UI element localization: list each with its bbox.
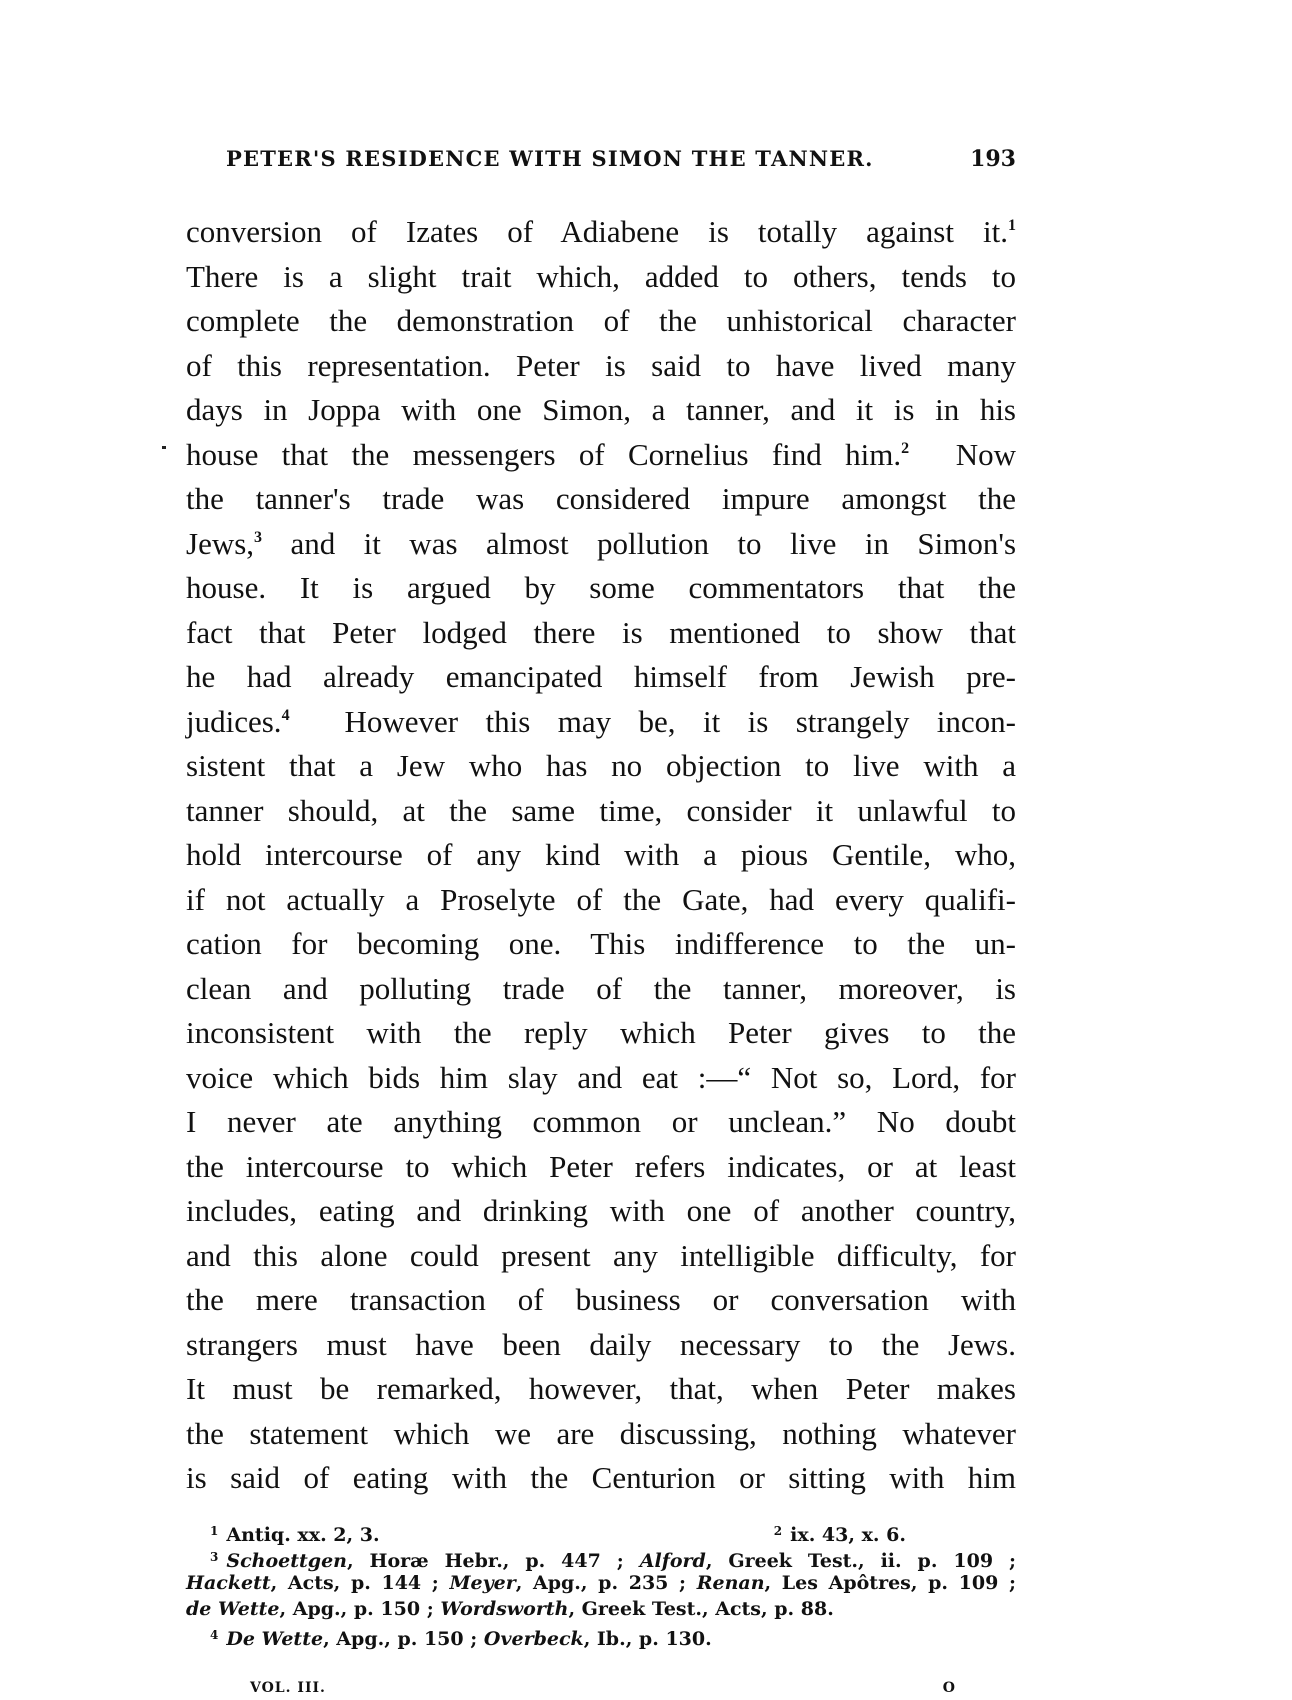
running-title: PETER'S RESIDENCE WITH SIMON THE TANNER. (226, 146, 874, 171)
footnote-row (186, 1518, 1016, 1544)
footnotes (186, 1518, 1016, 1648)
page-number: 193 (970, 146, 1016, 172)
text-line: includes, eating and drinking with one of another country, (186, 1193, 1016, 1228)
footnote-ref: 3 (254, 528, 263, 546)
text-line: hold intercourse of any kind with a pious Gentile, who, (186, 837, 1016, 872)
text-line: tanner should, at the same time, consider it unlawful to (186, 792, 1016, 828)
text-line: judices.$^4$ However this may be, it is strangely incon- (186, 703, 1016, 739)
text-line: strangers must have been daily necessary to the Jews. (186, 1326, 1016, 1362)
footnote-3-cont: de Wette, Apg., p. 150 ; Wordsworth, Greek Test., Acts, p. 88. (186, 1598, 834, 1620)
text-line: fact that Peter lodged there is mentioned to show that (186, 614, 1016, 650)
text-line: and this alone could present any intelligible difficulty, for (186, 1237, 1016, 1273)
footnote-2: $^2$ ix. 43, x. 6. (773, 1524, 906, 1546)
footnote-1: $^1$ Antiq. xx. 2, 3. (210, 1524, 380, 1546)
running-head (226, 146, 1016, 172)
text-line: voice which bids him slay and eat :—“ Not so, Lord, for (186, 1059, 1016, 1095)
text-line: cation for becoming one. This indifference to the un- (186, 926, 1016, 961)
text-line: he had already emancipated himself from Jewish pre- (186, 659, 1016, 694)
text-line: of this representation. Peter is said to have lived many (186, 347, 1016, 383)
footnote-3: $^3$ Schoettgen, Horæ Hebr., p. 447 ; Alford, Greek Test., ii. p. 109 ; (210, 1550, 1016, 1572)
volume-mark: VOL. III. (250, 1680, 326, 1696)
text-line: house. It is argued by some commentators that the (186, 570, 1016, 605)
text-line: the mere transaction of business or conversation with (186, 1282, 1016, 1317)
text-line: the tanner's trade was considered impure amongst the (186, 481, 1016, 516)
footnote-ref: 1 (1008, 217, 1016, 234)
text-line: the intercourse to which Peter refers indicates, or at least (186, 1148, 1016, 1184)
signature-line (250, 1680, 956, 1696)
signature-mark: O (942, 1680, 956, 1696)
text-line: is said of eating with the Centurion or sitting with him (186, 1460, 1016, 1495)
text-line: Jews,$^3$ and it was almost pollution to live in Simon's (186, 525, 1017, 561)
text-line: clean and polluting trade of the tanner, moreover, is (186, 970, 1016, 1006)
text-line: There is a slight trait which, added to others, tends to (186, 258, 1016, 294)
body-text (186, 210, 1016, 1501)
text-line: It must be remarked, however, that, when Peter makes (186, 1371, 1016, 1406)
text-line: the statement which we are discussing, nothing whatever (186, 1415, 1016, 1451)
footnote-4: $^4$ De Wette, Apg., p. 150 ; Overbeck, Ib., p. 130. (210, 1628, 712, 1650)
text-line: conversion of Izates of Adiabene is totally against it.$^1$ (186, 214, 1016, 249)
text-line: inconsistent with the reply which Peter gives to the (186, 1015, 1016, 1050)
text-line: days in Joppa with one Simon, a tanner, and it is in his (186, 392, 1016, 427)
footnote-ref: 4 (281, 706, 290, 724)
text-line: complete the demonstration of the unhistorical character (186, 303, 1016, 338)
text-line: if not actually a Proselyte of the Gate, had every qualifi- (186, 881, 1016, 917)
text-line: I never ate anything common or unclean.” No doubt (186, 1104, 1016, 1139)
text-line: sistent that a Jew who has no objection to live with a (186, 748, 1016, 783)
footnote-ref: 2 (901, 439, 910, 457)
footnote-3-cont: Hackett, Acts, p. 144 ; Meyer, Apg., p. 235 ; Renan, Les Apôtres, p. 109 ; (186, 1572, 1016, 1594)
margin-mark (162, 446, 166, 449)
text-line: house that the messengers of Cornelius find him.$^2$ Now (186, 436, 1017, 472)
